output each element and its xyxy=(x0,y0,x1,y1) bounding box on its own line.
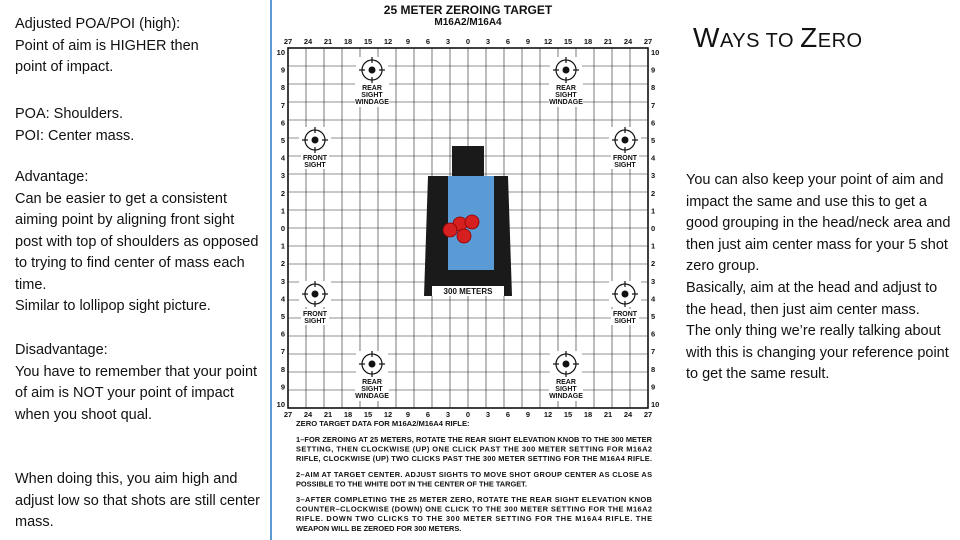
column-label-bottom: 15 xyxy=(563,410,573,419)
zero-target-instruction-line: POSSIBLE TO THE WHITE DOT IN THE CENTER OF THE TARGET. xyxy=(296,479,527,489)
row-label-left: 8 xyxy=(280,83,285,93)
zero-target-instruction-line: COUNTER–CLOCKWISE (DOWN) ONE CLICK TO THE 300 METER SETTING FOR THE M16A2 xyxy=(296,504,652,514)
column-label-bottom: 12 xyxy=(543,410,553,419)
front-sight-label: SIGHT xyxy=(304,318,326,325)
column-label-bottom: 27 xyxy=(643,410,653,419)
row-label-right: 8 xyxy=(651,83,656,93)
disadvantage-paragraph: Disadvantage: You have to remember that your point of aim is NOT your point of impact when you shoot qual. xyxy=(15,342,258,423)
title-letter-z: Z xyxy=(800,22,818,53)
zeroing-target-image xyxy=(272,0,676,540)
column-label-bottom: 15 xyxy=(363,410,373,419)
column-label-top: 3 xyxy=(485,37,491,46)
front-sight-label: SIGHT xyxy=(614,162,636,169)
zero-target-instruction-line: 1–FOR ZEROING AT 25 METERS, ROTATE THE REAR SIGHT ELEVATION KNOB TO THE 300 METER xyxy=(296,435,652,444)
column-label-top: 15 xyxy=(363,37,373,46)
column-label-top: 21 xyxy=(323,37,333,46)
row-label-right: 3 xyxy=(651,171,656,181)
poa-poi-definition: POA: Shoulders. POI: Center mass. xyxy=(15,106,135,144)
row-label-right: 2 xyxy=(651,259,656,269)
target-title: 25 METER ZEROING TARGET xyxy=(383,3,553,17)
column-label-bottom: 6 xyxy=(425,410,431,419)
column-label-bottom: 21 xyxy=(603,410,613,419)
front-sight-label: FRONT xyxy=(612,155,638,162)
row-label-left: 3 xyxy=(280,171,285,181)
shot-impact-marker xyxy=(443,223,457,237)
ways-to-zero-body: You can also keep your point of aim and impact the same and use this to get a good grouping in the head/neck area and then just aim center mass for your 5 shot zero group. Basically, aim at the head and adjust to the head, then just aim center mass. The only thing we’re really talking about with this is changing your reference point to get the same result. xyxy=(686,172,951,383)
silhouette-head xyxy=(452,146,484,176)
row-label-right: 6 xyxy=(651,329,656,339)
row-label-right: 7 xyxy=(651,100,656,110)
rear-sight-label: REAR xyxy=(362,379,382,386)
zero-target-instruction-line: SETTING, THEN CLOCKWISE (UP) ONE CLICK PAST THE 300 METER SETTING FOR M16A2 xyxy=(296,444,652,454)
column-label-bottom: 27 xyxy=(283,410,293,419)
row-label-right: 1 xyxy=(651,241,656,251)
column-label-top: 24 xyxy=(303,37,313,46)
zero-target-instruction-line: RIFLE, CLOCKWISE (UP) TWO CLICKS PAST THE 300 METER SETTING FOR THE M16A4 RIFLE. xyxy=(296,454,652,464)
rear-sight-label: WINDAGE xyxy=(355,99,389,106)
column-label-top: 24 xyxy=(623,37,633,46)
row-label-left: 9 xyxy=(280,382,285,392)
target-markers xyxy=(299,57,641,401)
rear-sight-center-dot xyxy=(563,361,570,368)
column-label-bottom: 0 xyxy=(465,410,471,419)
column-label-bottom: 3 xyxy=(485,410,491,419)
row-label-left: 6 xyxy=(280,118,285,128)
row-label-left: 4 xyxy=(280,153,285,163)
title-part-2: ERO xyxy=(817,30,863,52)
column-label-top: 15 xyxy=(563,37,573,46)
row-label-right: 5 xyxy=(651,136,656,145)
rear-sight-center-dot xyxy=(563,67,570,74)
front-sight-label: SIGHT xyxy=(614,318,636,325)
row-label-right: 9 xyxy=(651,65,656,75)
row-label-left: 9 xyxy=(280,65,285,75)
zero-target-data-title: ZERO TARGET DATA FOR M16A2/M16A4 RIFLE: xyxy=(296,419,470,428)
row-label-right: 6 xyxy=(651,118,656,128)
row-label-left: 2 xyxy=(280,259,285,269)
target-subtitle: M16A2/M16A4 xyxy=(434,17,502,28)
column-label-top: 6 xyxy=(505,37,511,46)
rear-sight-center-dot xyxy=(369,361,376,368)
column-label-top: 12 xyxy=(543,37,553,46)
row-label-left: 8 xyxy=(280,364,285,374)
slide-title xyxy=(693,22,953,54)
rear-sight-label: WINDAGE xyxy=(355,393,389,400)
row-label-left: 7 xyxy=(280,100,285,110)
column-label-bottom: 18 xyxy=(583,410,593,419)
row-label-right: 10 xyxy=(651,400,660,409)
poa-poi-heading: Adjusted POA/POI (high): Point of aim is HIGHER then point of impact. xyxy=(15,16,199,75)
front-sight-center-dot xyxy=(622,291,629,298)
column-label-top: 9 xyxy=(525,37,531,46)
row-label-left: 4 xyxy=(280,294,285,304)
column-label-bottom: 21 xyxy=(323,410,333,419)
column-label-top: 12 xyxy=(383,37,393,46)
row-label-left: 6 xyxy=(280,329,285,339)
row-label-right: 3 xyxy=(651,276,656,286)
column-label-bottom: 9 xyxy=(525,410,531,419)
range-label: 300 METERS xyxy=(443,287,493,296)
row-label-right: 1 xyxy=(651,206,656,216)
rear-sight-label: SIGHT xyxy=(361,386,383,393)
rear-sight-label: WINDAGE xyxy=(549,99,583,106)
row-label-right: 4 xyxy=(651,294,656,304)
front-sight-center-dot xyxy=(312,291,319,298)
column-label-bottom: 9 xyxy=(405,410,411,419)
rear-sight-label: REAR xyxy=(556,85,576,92)
row-label-left: 10 xyxy=(276,400,285,409)
column-label-top: 6 xyxy=(425,37,431,46)
column-label-top: 18 xyxy=(583,37,593,46)
column-label-top: 9 xyxy=(405,37,411,46)
column-label-bottom: 6 xyxy=(505,410,511,419)
zero-target-instruction-line: RIFLE. DOWN TWO CLICKS TO THE 300 METER SETTING FOR THE M16A4 RIFLE. THE xyxy=(296,514,652,524)
row-label-left: 2 xyxy=(280,188,285,198)
row-label-left: 3 xyxy=(280,276,285,286)
front-sight-label: FRONT xyxy=(612,311,638,318)
shot-impact-marker xyxy=(465,215,479,229)
aim-high-paragraph: When doing this, you aim high and adjust low so that shots are still center mass. xyxy=(15,471,261,530)
left-text-panel xyxy=(0,0,270,540)
row-label-right: 4 xyxy=(651,153,656,163)
zero-target-instructions xyxy=(296,419,653,533)
column-label-top: 18 xyxy=(343,37,353,46)
column-label-bottom: 3 xyxy=(445,410,451,419)
column-label-top: 0 xyxy=(465,37,471,46)
zeroing-target-svg xyxy=(272,0,676,540)
advantage-paragraph: Advantage: Can be easier to get a consistent aiming point by aligning front sight post with top of shoulders as opposed to trying to find center of mass each time. Similar to lollipop sight picture. xyxy=(15,169,259,314)
front-sight-label: FRONT xyxy=(302,155,328,162)
front-sight-label: FRONT xyxy=(302,311,328,318)
zero-target-instruction-line: WEAPON WILL BE ZEROED FOR 300 METERS. xyxy=(296,523,462,533)
column-label-top: 3 xyxy=(445,37,451,46)
column-label-bottom: 24 xyxy=(623,410,633,419)
rear-sight-label: REAR xyxy=(362,85,382,92)
row-label-right: 9 xyxy=(651,382,656,392)
row-label-right: 5 xyxy=(651,312,656,321)
zero-target-instruction-line: 3–AFTER COMPLETING THE 25 METER ZERO, ROTATE THE REAR SIGHT ELEVATION KNOB xyxy=(296,495,652,504)
column-label-bottom: 24 xyxy=(303,410,313,419)
row-label-left: 1 xyxy=(280,241,285,251)
zero-target-instruction-line: 2–AIM AT TARGET CENTER. ADJUST SIGHTS TO MOVE SHOT GROUP CENTER AS CLOSE AS xyxy=(296,469,652,479)
row-label-right: 7 xyxy=(651,347,656,357)
row-label-left: 5 xyxy=(280,312,285,321)
front-sight-center-dot xyxy=(312,137,319,144)
column-label-top: 27 xyxy=(283,37,293,46)
row-label-right: 8 xyxy=(651,364,656,374)
rear-sight-label: REAR xyxy=(556,379,576,386)
rear-sight-center-dot xyxy=(369,67,376,74)
column-label-top: 27 xyxy=(643,37,653,46)
shot-impact-marker xyxy=(457,229,471,243)
row-label-right: 0 xyxy=(651,224,656,233)
row-label-left: 5 xyxy=(280,136,285,145)
rear-sight-label: SIGHT xyxy=(555,386,577,393)
title-letter-w: W xyxy=(693,22,720,53)
rear-sight-label: WINDAGE xyxy=(549,393,583,400)
row-label-left: 7 xyxy=(280,347,285,357)
rear-sight-label: SIGHT xyxy=(555,92,577,99)
title-part-1: AYS TO xyxy=(719,30,801,52)
column-label-bottom: 18 xyxy=(343,410,353,419)
front-sight-center-dot xyxy=(622,137,629,144)
rear-sight-label: SIGHT xyxy=(361,92,383,99)
column-label-top: 21 xyxy=(603,37,613,46)
front-sight-label: SIGHT xyxy=(304,162,326,169)
column-label-bottom: 12 xyxy=(383,410,393,419)
row-label-left: 0 xyxy=(280,224,285,233)
row-label-right: 2 xyxy=(651,188,656,198)
row-label-right: 10 xyxy=(651,48,660,57)
row-label-left: 10 xyxy=(276,48,285,57)
row-label-left: 1 xyxy=(280,206,285,216)
